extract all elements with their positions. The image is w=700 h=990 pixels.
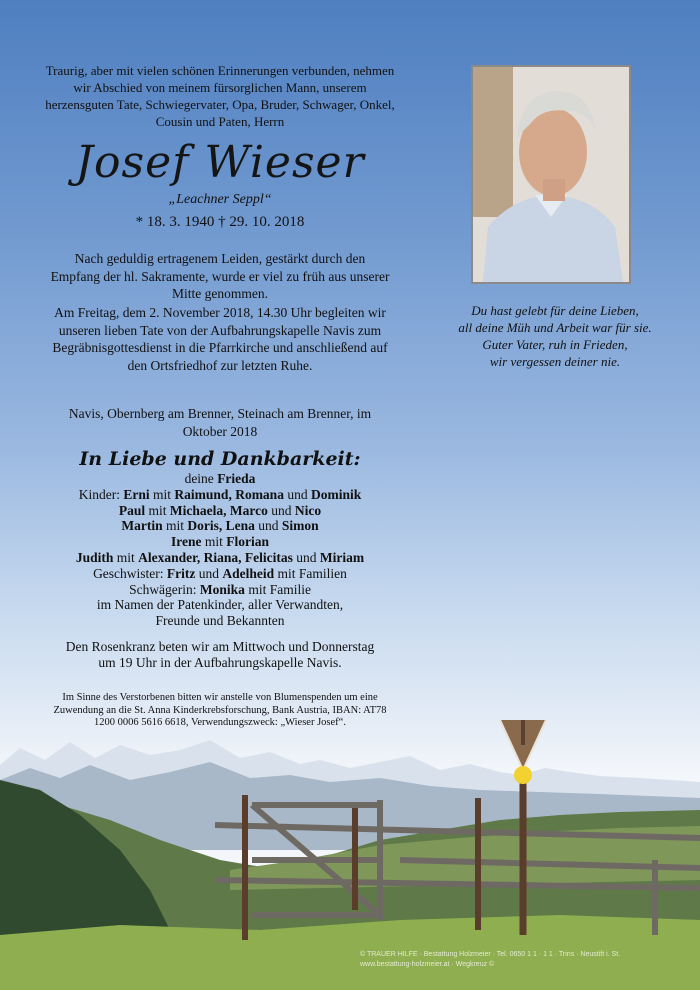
place-date: Navis, Obernberg am Brenner, Steinach am Brenner, im Oktober 2018 bbox=[68, 406, 372, 439]
family-line: Paul mit Michaela, Marco und Nico bbox=[118, 502, 322, 518]
intro-text: Traurig, aber mit vielen schönen Erinnerungen verbunden, nehmen wir Abschied von meinem fürsorglichen Mann, unserem herzensguten Tate, Schwiegervater, Opa, Bruder, Schwager, Onkel, Cousin und Paten, Herrn bbox=[45, 63, 395, 129]
quote-line: Guter Vater, ruh in Frieden, bbox=[482, 337, 628, 352]
family-line: Martin mit Doris, Lena und Simon bbox=[121, 518, 319, 534]
thanks-heading: In Liebe und Dankbarkeit: bbox=[79, 448, 361, 470]
family-list bbox=[40, 471, 400, 629]
family-line: Judith mit Alexander, Riana, Felicitas und Miriam bbox=[75, 549, 365, 565]
donation-text: Im Sinne des Verstorbenen bitten wir anstelle von Blumenspenden um eine Zuwendung an die St. Anna Kinderkrebsforschung, Bank Austria, IBAN: AT78 1200 0006 5616 6618, Verwendungszweck: „Wieser Josef“. bbox=[53, 692, 387, 728]
family-line: Freunde und Bekannten bbox=[155, 613, 285, 629]
deceased-name: Josef Wieser bbox=[75, 137, 365, 188]
rosary-text: Den Rosenkranz beten wir am Mittwoch und Donnerstag um 19 Uhr in der Aufbahrungskapelle Navis. bbox=[65, 639, 375, 670]
footer-credits: © TRAUER HILFE · Bestattung Holzmeier · Tel. 0650 1 1 · 1 1 · Trins · Neustift i. St. www.bestattung-holzmeier.at · Wegkreuz © bbox=[360, 951, 621, 968]
family-line: Kinder: Erni mit Raimund, Romana und Dominik bbox=[78, 486, 362, 502]
quote-line: Du hast gelebt für deine Lieben, bbox=[471, 303, 639, 318]
portrait-photo bbox=[471, 65, 631, 284]
family-line: Irene mit Florian bbox=[170, 534, 269, 550]
nickname: „Leachner Seppl“ bbox=[168, 192, 272, 207]
quote-line: all deine Müh und Arbeit war für sie. bbox=[458, 320, 652, 335]
quote-line: wir vergessen deiner nie. bbox=[489, 354, 621, 369]
funeral-text: Am Freitag, dem 2. November 2018, 14.30 Uhr begleiten wir unseren lieben Tate von der Aufbahrungskapelle Navis zum Begräbnisgottesdienst in die Pfarrkirche und anschließend auf den Ortsfriedhof zur letzten Ruhe. bbox=[52, 305, 388, 373]
family-line: Schwägerin: Monika mit Familie bbox=[129, 581, 311, 597]
life-dates: * 18. 3. 1940 † 29. 10. 2018 bbox=[135, 214, 305, 230]
family-line: Geschwister: Fritz und Adelheid mit Familien bbox=[93, 565, 347, 581]
memorial-quote bbox=[430, 302, 680, 370]
family-line: deine Frieda bbox=[184, 471, 256, 486]
passing-text: Nach geduldig ertragenem Leiden, gestärkt durch den Empfang der hl. Sakramente, wurde er viel zu früh aus unserer Mitte genommen. bbox=[50, 251, 390, 301]
family-line: im Namen der Patenkinder, aller Verwandten, bbox=[96, 597, 344, 613]
